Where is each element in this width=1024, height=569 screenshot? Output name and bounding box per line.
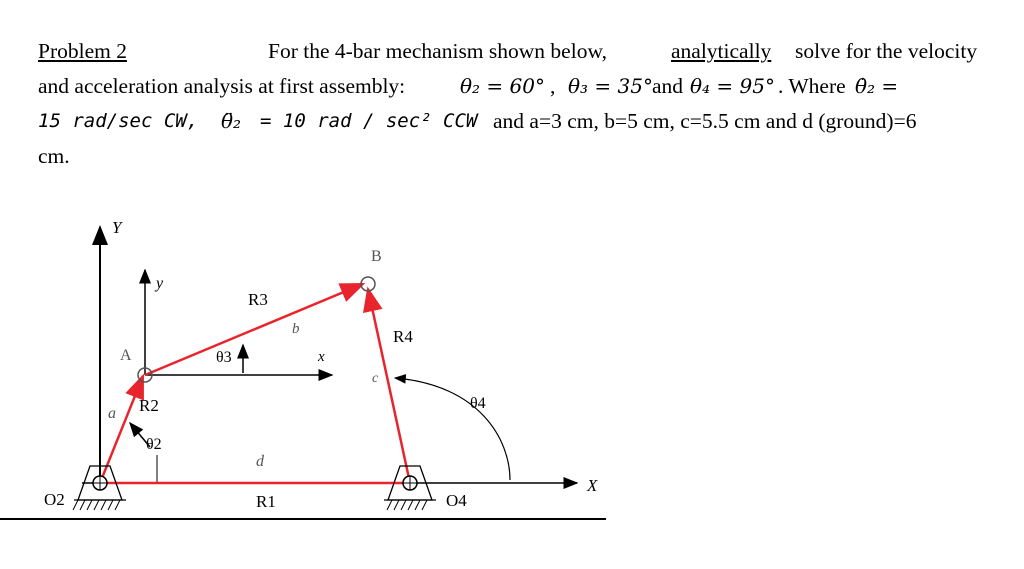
theta3-given: θ₃ = 35° bbox=[568, 74, 653, 98]
link-b-label: b bbox=[292, 321, 300, 337]
omega2-symbol: θ̇₂ = bbox=[855, 74, 899, 98]
theta4-arc bbox=[395, 378, 510, 480]
o2-label: O2 bbox=[44, 490, 65, 509]
theta4-label: θ4 bbox=[470, 395, 486, 412]
problem-label: Problem 2 bbox=[38, 39, 127, 63]
r4-label: R4 bbox=[393, 327, 413, 346]
link-r4 bbox=[368, 289, 410, 483]
alpha2-symbol: θ̈₂ bbox=[221, 109, 242, 133]
link-d-label: d bbox=[256, 453, 264, 470]
where-word: . Where bbox=[778, 74, 846, 98]
pin-joint-b bbox=[361, 277, 375, 291]
link-c-label: c bbox=[372, 371, 379, 386]
problem-method: analytically bbox=[671, 39, 772, 63]
line2-text: and acceleration analysis at first assembly: bbox=[38, 74, 406, 98]
link-r2 bbox=[100, 376, 143, 483]
global-y-label: Y bbox=[112, 218, 122, 237]
omega2-value: 15 rad/sec CW, bbox=[38, 110, 199, 132]
global-x-label: X bbox=[587, 476, 598, 495]
problem-intro: For the 4-bar mechanism shown below, bbox=[268, 39, 607, 63]
point-a-label: A bbox=[120, 347, 132, 364]
r1-label: R1 bbox=[256, 492, 276, 511]
local-x-label: x bbox=[318, 349, 325, 365]
theta2-given: θ₂ = 60° bbox=[460, 74, 545, 98]
alpha2-value: = 10 rad / sec² CCW bbox=[260, 110, 478, 132]
r2-label: R2 bbox=[139, 396, 159, 415]
theta2-label: θ2 bbox=[146, 436, 162, 453]
o4-label: O4 bbox=[446, 491, 467, 510]
and-word: and bbox=[652, 74, 684, 98]
theta3-label: θ3 bbox=[216, 349, 232, 366]
ground-support-o4 bbox=[384, 466, 436, 510]
unit-end: cm. bbox=[38, 144, 70, 168]
link-a-label: a bbox=[108, 405, 116, 422]
statement-line-2: and acceleration analysis at first assembly: θ₂ = 60° , θ₃ = 35° and θ₄ = 95° . Where θ̇₂ = bbox=[38, 69, 1013, 104]
link-lengths: and a=3 cm, b=5 cm, c=5.5 cm and d (ground)=6 bbox=[493, 109, 917, 133]
point-b-label: B bbox=[371, 248, 382, 265]
theta4-given: θ₄ = 95° bbox=[690, 74, 775, 98]
problem-intro-end: solve for the velocity bbox=[795, 39, 978, 63]
local-y-label: y bbox=[156, 275, 164, 292]
r3-label: R3 bbox=[248, 290, 268, 309]
